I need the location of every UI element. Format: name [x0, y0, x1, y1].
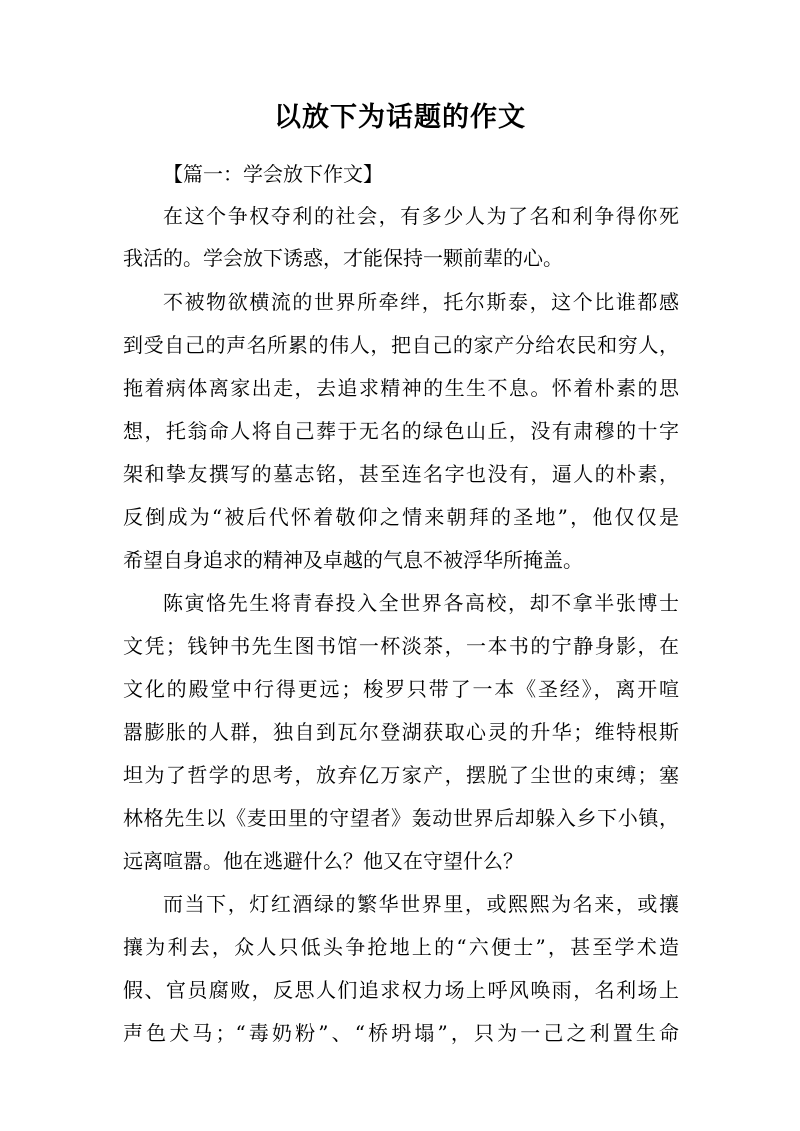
paragraph-4-line-2: 攘为利去，众人只低头争抢地上的“六便士”，甚至学术造	[123, 935, 679, 959]
paragraph-2-line-6: 反倒成为“被后代怀着敬仰之情来朝拜的圣地”，他仅仅是	[123, 505, 679, 529]
paragraph-4-line-4: 声色犬马；“毒奶粉”、“桥坍塌”，只为一己之利置生命	[123, 1021, 679, 1045]
paragraph-3-line-5: 坦为了哲学的思考，放弃亿万家产，摆脱了尘世的束缚；塞	[123, 763, 679, 787]
section-heading: 【篇一：学会放下作文】	[163, 162, 383, 186]
paragraph-2-line-4: 想，托翁命人将自己葬于无名的绿色山丘，没有肃穆的十字	[123, 419, 679, 443]
paragraph-2-line-2: 到受自己的声名所累的伟人，把自己的家产分给农民和穷人，	[123, 333, 679, 357]
paragraph-3-line-1: 陈寅恪先生将青春投入全世界各高校，却不拿半张博士	[163, 591, 679, 615]
paragraph-3-line-7: 远离喧嚣。他在逃避什么？他又在守望什么？	[123, 849, 523, 873]
paragraph-3-line-3: 文化的殿堂中行得更远；梭罗只带了一本《圣经》，离开喧	[123, 677, 679, 701]
paragraph-1-line-2: 我活的。学会放下诱惑，才能保持一颗前辈的心。	[123, 246, 563, 270]
paragraph-2-line-5: 架和挚友撰写的墓志铭，甚至连名字也没有，逼人的朴素，	[123, 462, 679, 486]
paragraph-2-line-1: 不被物欲横流的世界所牵绊，托尔斯泰，这个比谁都感	[163, 290, 679, 314]
paragraph-4-line-1: 而当下，灯红酒绿的繁华世界里，或熙熙为名来，或攘	[163, 892, 679, 916]
document-title: 以放下为话题的作文	[274, 102, 526, 133]
paragraph-2-line-7: 希望自身追求的精神及卓越的气息不被浮华所掩盖。	[123, 548, 583, 572]
paragraph-4-line-3: 假、官员腐败，反思人们追求权力场上呼风唤雨，名利场上	[123, 978, 679, 1002]
paragraph-3-line-6: 林格先生以《麦田里的守望者》轰动世界后却躲入乡下小镇，	[123, 806, 679, 830]
paragraph-2-line-3: 拖着病体离家出走，去追求精神的生生不息。怀着朴素的思	[123, 376, 679, 400]
paragraph-1-line-1: 在这个争权夺利的社会，有多少人为了名和利争得你死	[163, 204, 679, 228]
paragraph-3-line-2: 文凭；钱钟书先生图书馆一杯淡茶，一本书的宁静身影，在	[123, 634, 679, 658]
paragraph-3-line-4: 嚣膨胀的人群，独自到瓦尔登湖获取心灵的升华；维特根斯	[123, 720, 679, 744]
